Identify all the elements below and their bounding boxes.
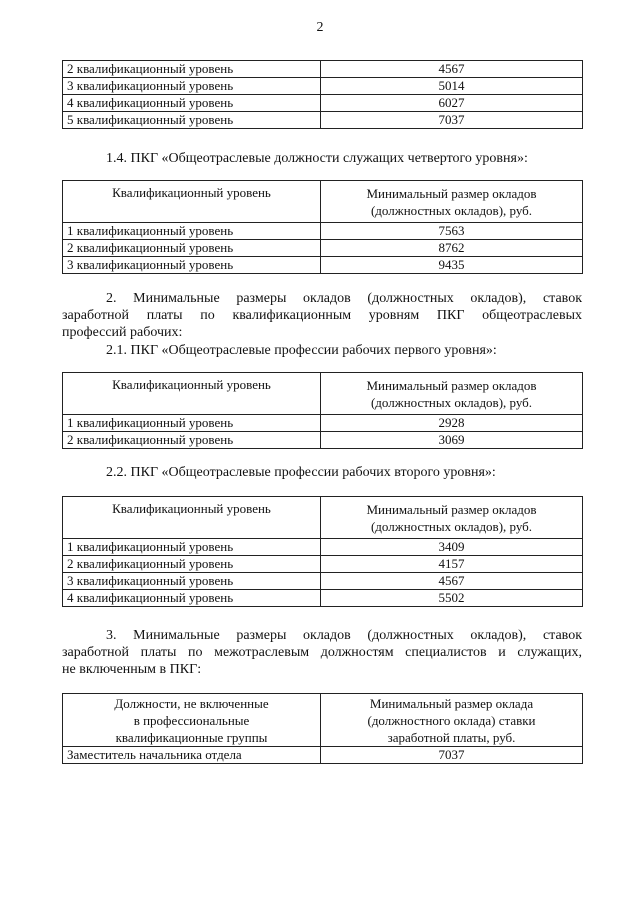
level-cell: 2 квалификационный уровень bbox=[63, 556, 321, 573]
column-header-text: Квалификационный уровень bbox=[112, 185, 271, 200]
column-header-line: Минимальный размер окладов bbox=[366, 185, 537, 201]
paragraph-3 bbox=[62, 627, 582, 678]
salary-table-3 bbox=[62, 693, 583, 764]
value-cell: 7037 bbox=[321, 112, 583, 129]
level-cell: 3 квалификационный уровень bbox=[63, 257, 321, 274]
table-row bbox=[63, 747, 583, 764]
table-row bbox=[63, 539, 583, 556]
column-header-salary bbox=[321, 373, 583, 415]
level-cell: 1 квалификационный уровень bbox=[63, 415, 321, 432]
value-cell: 8762 bbox=[321, 240, 583, 257]
section-heading-1-4: 1.4. ПКГ «Общеотраслевые должности служащих четвертого уровня»: bbox=[106, 151, 528, 166]
paragraph-line: профессий рабочих: bbox=[62, 325, 183, 340]
value-cell: 4157 bbox=[321, 556, 583, 573]
value-cell: 3069 bbox=[321, 432, 583, 449]
salary-table-2-1 bbox=[62, 372, 583, 449]
column-header-line: заработной платы, руб. bbox=[387, 729, 516, 745]
table-row bbox=[63, 223, 583, 240]
section-heading-2-2: 2.2. ПКГ «Общеотраслевые профессии рабочих второго уровня»: bbox=[106, 465, 496, 480]
level-cell: 1 квалификационный уровень bbox=[63, 539, 321, 556]
paragraph-line: 3. Минимальные размеры окладов (должностных окладов), ставок bbox=[106, 628, 582, 643]
salary-table-2-2 bbox=[62, 496, 583, 607]
level-cell: 5 квалификационный уровень bbox=[63, 112, 321, 129]
table-row bbox=[63, 590, 583, 607]
column-header-line: в профессиональные bbox=[133, 712, 250, 728]
column-header-line: Минимальный размер оклада bbox=[369, 695, 534, 711]
level-cell: 4 квалификационный уровень bbox=[63, 95, 321, 112]
level-cell: 3 квалификационный уровень bbox=[63, 78, 321, 95]
value-cell: 2928 bbox=[321, 415, 583, 432]
table-row bbox=[63, 556, 583, 573]
column-header-text: Квалификационный уровень bbox=[112, 377, 271, 392]
column-header-line: Минимальный размер окладов bbox=[366, 501, 537, 517]
value-cell: 7037 bbox=[321, 747, 583, 764]
level-cell: 1 квалификационный уровень bbox=[63, 223, 321, 240]
level-cell: 4 квалификационный уровень bbox=[63, 590, 321, 607]
column-header-salary bbox=[321, 694, 583, 747]
table-row bbox=[63, 257, 583, 274]
level-cell: 2 квалификационный уровень bbox=[63, 432, 321, 449]
table-row bbox=[63, 415, 583, 432]
table-row bbox=[63, 78, 583, 95]
column-header-position bbox=[63, 694, 321, 747]
value-cell: 4567 bbox=[321, 573, 583, 590]
column-header-line: (должностных окладов), руб. bbox=[370, 518, 533, 534]
column-header-line: квалификационные группы bbox=[115, 729, 268, 745]
paragraph-line: заработной платы по квалификационным уровням ПКГ общеотраслевых bbox=[62, 308, 582, 323]
paragraph-2 bbox=[62, 290, 582, 341]
column-header-line: (должностного оклада) ставки bbox=[367, 712, 536, 728]
table-row bbox=[63, 432, 583, 449]
column-header-line: Минимальный размер окладов bbox=[366, 377, 537, 393]
value-cell: 4567 bbox=[321, 61, 583, 78]
table-header-row bbox=[63, 181, 583, 223]
value-cell: 7563 bbox=[321, 223, 583, 240]
page-number: 2 bbox=[316, 20, 324, 35]
level-cell: 3 квалификационный уровень bbox=[63, 573, 321, 590]
column-header-line: Должности, не включенные bbox=[114, 695, 269, 711]
column-header-salary bbox=[321, 497, 583, 539]
paragraph-line: 2. Минимальные размеры окладов (должностных окладов), ставок bbox=[106, 291, 582, 306]
table-row bbox=[63, 240, 583, 257]
value-cell: 9435 bbox=[321, 257, 583, 274]
level-cell: 2 квалификационный уровень bbox=[63, 61, 321, 78]
value-cell: 5502 bbox=[321, 590, 583, 607]
level-cell: 2 квалификационный уровень bbox=[63, 240, 321, 257]
table-header-row bbox=[63, 373, 583, 415]
table-header-row bbox=[63, 694, 583, 747]
table-header-row bbox=[63, 497, 583, 539]
column-header-line: (должностных окладов), руб. bbox=[370, 394, 533, 410]
value-cell: 3409 bbox=[321, 539, 583, 556]
value-cell: 6027 bbox=[321, 95, 583, 112]
section-heading-2-1: 2.1. ПКГ «Общеотраслевые профессии рабочих первого уровня»: bbox=[106, 343, 497, 358]
paragraph-line: не включенным в ПКГ: bbox=[62, 662, 202, 677]
table-row bbox=[63, 95, 583, 112]
column-header-level bbox=[63, 497, 321, 539]
column-header-text: Квалификационный уровень bbox=[112, 501, 271, 516]
position-cell: Заместитель начальника отдела bbox=[63, 747, 321, 764]
value-cell: 5014 bbox=[321, 78, 583, 95]
table-row bbox=[63, 61, 583, 78]
column-header-line: (должностных окладов), руб. bbox=[370, 202, 533, 218]
paragraph-line: заработной платы по межотраслевым должностям специалистов и служащих, bbox=[62, 645, 582, 660]
table-row bbox=[63, 573, 583, 590]
table-row bbox=[63, 112, 583, 129]
column-header-level bbox=[63, 373, 321, 415]
salary-table-1-4 bbox=[62, 180, 583, 274]
column-header-salary bbox=[321, 181, 583, 223]
column-header-level bbox=[63, 181, 321, 223]
salary-table-continuation bbox=[62, 60, 583, 129]
